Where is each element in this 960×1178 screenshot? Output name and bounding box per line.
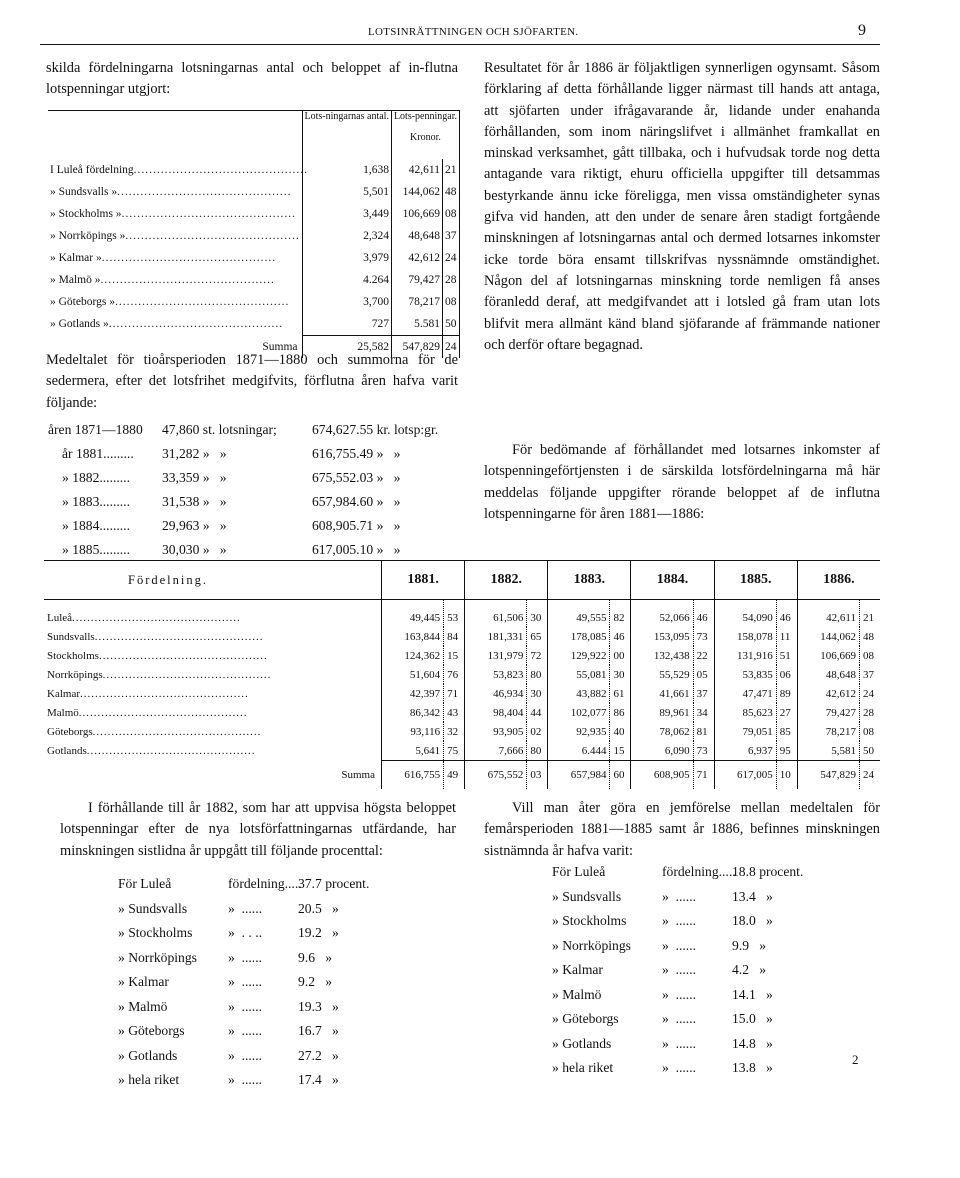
percent-dots: » ...... [662,937,696,953]
table1-row [48,291,460,313]
medeltal-row [62,538,472,562]
table2-value: 47,471 [714,684,776,703]
table2-row [44,600,880,628]
medeltal-amount: 616,755.49 » » [312,446,401,461]
table2-header-label: Fördelning. [44,561,382,600]
table2-value: 102,077 [548,703,610,722]
percent-value: 14.8 » [732,1035,773,1051]
table2-ore: 37 [860,665,881,684]
percent-dots: » ...... [662,1060,696,1075]
table2-year-header: 1882. [465,561,548,600]
table2-year-header: 1886. [797,561,880,600]
running-title: LOTSINRÄTTNINGEN OCH SJÖFARTEN. [368,26,579,38]
table2-header-row [44,561,880,600]
percent-dots: » ...... [228,1072,262,1087]
page-number: 9 [858,22,866,39]
table2-value: 54,090 [714,600,776,628]
percent-dots: » ...... [228,900,262,916]
table-lotsningar-1886 [48,110,460,353]
table2-value: 144,062 [797,627,859,646]
table2-row-label: Gotlands............................................. [47,744,256,757]
table2-ore: 49 [444,761,465,790]
table2-value: 616,755 [382,761,444,790]
table1-row-ore: 21 [443,159,460,181]
table2-ore: 40 [610,722,631,741]
header-rule [40,44,880,45]
table1-row-ore: 28 [443,269,460,291]
table2-value: 93,116 [382,722,444,741]
table1-row-label: » Stockholms »............................................. [50,208,296,220]
table2-ore: 82 [610,600,631,628]
medeltal-count: 31,538 » » [162,494,227,509]
table2-value: 93,905 [465,722,527,741]
table1-row-count: 5,501 [302,181,391,203]
table1-row-ore: 24 [443,247,460,269]
table1-row [48,203,460,225]
table1-row-count: 4.264 [302,269,391,291]
table2-ore: 80 [527,665,548,684]
table2-value: 7,666 [465,741,527,761]
table2 [44,560,880,789]
medeltal-row [62,514,472,538]
table2-value: 92,935 [548,722,610,741]
percent-district: » Göteborgs [118,1023,185,1038]
medeltal-period: åren 1871—1880 [48,422,143,437]
medeltal-amount: 608,905.71 » » [312,518,401,533]
table2-value: 617,005 [714,761,776,790]
table1 [48,110,460,358]
table2-value: 163,844 [382,627,444,646]
table1-header-amount-label: Lots-penningar. [393,111,457,122]
left-intro-text: skilda fördelningarna lotsningarnas antal och beloppet af in-flutna lotspenningar utgjort: [46,60,458,98]
table2-ore: 86 [610,703,631,722]
table2-ore: 73 [693,627,714,646]
table1-sum-ore: 24 [443,336,460,359]
table2-ore: 11 [776,627,797,646]
table2-row-label: Kalmar............................................. [47,687,249,700]
table2-value: 153,095 [631,627,693,646]
percent-dots: » ...... [662,913,696,928]
table1-row-amount: 144,062 [391,181,442,203]
percent-dots: » ...... [228,974,262,989]
table2-ore: 60 [610,761,631,790]
percent-district: » Kalmar [552,962,603,977]
table1-header-unit: Kronor. [410,132,441,143]
table2-row-label: Sundsvalls............................................. [47,630,264,643]
percent-row [118,995,369,1020]
table2-ore: 30 [610,665,631,684]
table1-row-amount: 5.581 [391,313,442,336]
table2-value: 5,641 [382,741,444,761]
table2-value: 124,362 [382,646,444,665]
table2-value: 132,438 [631,646,693,665]
table-lotspenningar-1881-1886 [44,560,880,781]
table1-row [48,269,460,291]
percent-district: » Norrköpings [118,949,197,965]
table1-row-amount: 42,612 [391,247,442,269]
bottom-right-text: Vill man åter göra en jemförelse mellan medeltalen för femårsperioden 1881—1885 samt år 1886, befinnes minskningen sistnämnda år hafva varit: [484,800,880,859]
table2-value: 6.444 [548,741,610,761]
percent-value: 15.0 » [732,1011,773,1026]
table2-ore: 85 [776,722,797,741]
table2-value: 46,934 [465,684,527,703]
percent-dots: » . . .. [228,925,262,940]
table2-value: 131,916 [714,646,776,665]
percent-row [552,860,803,885]
percent-value: 9.6 » [298,949,332,965]
percent-dots: fördelning..... [228,876,302,891]
table2-row [44,646,880,665]
right-mid-text: För bedömande af förhållandet med lotsarnes inkomster af lotspenningeförtjensten i de särskilda lotsfördelningarna må här meddelas följande uppgifter rörande beloppet af de influtna lotspenningarne för åren 1881—1886: [484,442,880,522]
table2-ore: 46 [610,627,631,646]
table2-value: 85,623 [714,703,776,722]
percent-value: 4.2 » [732,962,766,977]
table2-ore: 28 [860,703,881,722]
percent-value: 16.7 » [298,1023,339,1038]
table2-ore: 15 [610,741,631,761]
table1-row-ore: 50 [443,313,460,336]
table2-year-header: 1883. [548,561,631,600]
medeltal-count: 31,282 » » [162,446,227,461]
percent-row [118,970,369,995]
medeltal-text: Medeltalet för tioårsperioden 1871—1880 och summorna för de sedermera, efter det lotsfrihet medgifvits, förflutna åren hafva varit följande: [46,352,458,411]
table2-ore: 00 [610,646,631,665]
percent-dots: » ...... [228,998,262,1014]
table2-row [44,627,880,646]
table2-value: 42,611 [797,600,859,628]
table1-sum-amount: 547,829 [391,336,442,359]
table2-ore: 10 [776,761,797,790]
percent-row [118,1044,369,1069]
table2-value: 49,555 [548,600,610,628]
table2-ore: 46 [776,600,797,628]
table1-sum-label: Summa [262,340,298,353]
table2-row-label: Stockholms............................................. [47,649,268,662]
percent-value: 9.9 » [732,937,766,953]
table1-row-count: 2,324 [302,225,391,247]
percent-district: » Malmö [552,986,602,1002]
table2-ore: 76 [444,665,465,684]
table2-ore: 34 [693,703,714,722]
right-top-text: Resultatet för år 1886 är följaktligen synnerligen ogynsamt. Såsom förklaring af detta förhållande ligger närmast till hands att antaga, att sjöfarten under ifrågavarande år, lidande under enahanda förhållanden, som inom näringslifvet i allmänhet framkallat en minskad verksamhet, gått tillbaka, och i hufvudsak torde nog detta antagande vara riktigt, ehuru officiella uppgifter till detsammas bestyrkande ännu icke föreligga, men vissa omständigheter synas gifva vid handen, att den under de senare åren stadigt fortgående minskningen af lotsningarnas antal och dermed lotsarnes inkomster icke torde böra ensamt tillskrifvas nyssnämnde omständighet. Någon del af lotsningarnas minskning torde nemligen få anses föranledd deraf, att medgifvandet att i lotsled gå fram utan lots blifvit mera allmänt känd bland sjöfarande af främmande nationer och derför oftare begagnad. [484,60,880,353]
percent-district: » Gotlands [552,1035,612,1051]
percent-value: 37.7 procent. [298,876,370,891]
table1-header-row [48,111,460,160]
percent-district: » Norrköpings [552,937,631,953]
table2-value: 49,445 [382,600,444,628]
table2-value: 78,217 [797,722,859,741]
table2-value: 41,661 [631,684,693,703]
table2-ore: 80 [527,741,548,761]
percent-value: 17.4 » [298,1072,339,1087]
table1-row-count: 1,638 [302,159,391,181]
table2-value: 53,823 [465,665,527,684]
table1-row-amount: 106,669 [391,203,442,225]
table2-value: 178,085 [548,627,610,646]
percent-district: » Stockholms [118,925,193,940]
table2-ore: 81 [693,722,714,741]
medeltal-list [48,418,472,562]
percent-district: » Kalmar [118,974,169,989]
table2-row-label: Luleå............................................. [47,611,241,624]
table1-row-label: » Norrköpings »............................................. [50,230,300,242]
medeltal-period: » 1882......... [62,470,130,485]
percent-dots: » ...... [228,1047,262,1063]
percent-row [552,885,803,910]
table1-row-ore: 37 [443,225,460,247]
medeltal-period: » 1883......... [62,494,130,509]
medeltal-amount: 674,627.55 kr. lotsp:gr. [312,422,439,437]
percent-row [118,1019,369,1044]
table1-row [48,159,460,181]
table2-value: 547,829 [797,761,859,790]
table1-row [48,181,460,203]
table2-value: 131,979 [465,646,527,665]
percent-value: 18.8 procent. [732,864,804,879]
table2-ore: 24 [860,684,881,703]
medeltal-row [62,442,472,466]
table2-ore: 27 [776,703,797,722]
percent-district: » Sundsvalls [118,900,188,916]
table1-row-ore: 08 [443,291,460,313]
table2-value: 106,669 [797,646,859,665]
table2-ore: 03 [527,761,548,790]
medeltal-count: 30,030 » » [162,542,227,557]
table2-value: 52,066 [631,600,693,628]
table2-ore: 46 [693,600,714,628]
table1-row-amount: 78,217 [391,291,442,313]
table2-value: 158,078 [714,627,776,646]
percent-row [552,958,803,983]
percent-row [118,946,369,971]
table1-row-count: 3,979 [302,247,391,269]
percent-district: För Luleå [552,864,606,879]
table2-ore: 24 [860,761,881,790]
percent-dots: » ...... [662,986,696,1002]
table1-row-amount: 79,427 [391,269,442,291]
table2-ore: 71 [693,761,714,790]
table2-row [44,665,880,684]
medeltal-count: 33,359 » » [162,470,227,485]
pct-right-list [552,860,803,1081]
table1-header-count: Lots-ningarnas antal. [302,111,391,160]
table2-value: 53,835 [714,665,776,684]
percent-row [118,1068,369,1093]
table2-row-label: Norrköpings............................................. [47,668,272,681]
percent-district: För Luleå [118,876,172,891]
table2-value: 675,552 [465,761,527,790]
table2-ore: 02 [527,722,548,741]
table2-ore: 21 [860,600,881,628]
table1-sum-count: 25,582 [302,336,391,359]
percent-row [552,1032,803,1057]
table1-header-amount [391,111,459,160]
bottom-left-text: I förhållande till år 1882, som har att uppvisa högsta beloppet lotspenningar efter de nya lotsförfattningarnas utfärdande, har minskningen sistlidna år uppgått till följande procenttal: [60,800,456,859]
medeltal-row [48,418,472,442]
percent-row [552,909,803,934]
medeltal-row [62,466,472,490]
table1-row-label: » Kalmar »............................................. [50,252,277,264]
percent-dots: » ...... [662,1011,696,1026]
table2-ore: 72 [527,646,548,665]
table2-value: 42,397 [382,684,444,703]
table2-ore: 48 [860,627,881,646]
table2-ore: 89 [776,684,797,703]
percent-district: » hela riket [552,1060,614,1075]
percent-district: » hela riket [118,1072,180,1087]
table2-ore: 95 [776,741,797,761]
percent-district: » Gotlands [118,1047,178,1063]
table2-value: 55,081 [548,665,610,684]
running-header [0,22,960,42]
percent-dots: » ...... [228,1023,262,1038]
percent-district: » Malmö [118,998,168,1014]
percent-row [552,1056,803,1081]
table2-row [44,703,880,722]
medeltal-count: 47,860 st. lotsningar; [162,422,277,437]
percent-district: » Stockholms [552,913,627,928]
table2-ore: 43 [444,703,465,722]
percent-district: » Sundsvalls [552,888,622,904]
percent-dots: fördelning..... [662,864,736,879]
table2-ore: 84 [444,627,465,646]
table2-ore: 61 [610,684,631,703]
table1-row [48,247,460,269]
percent-value: 13.4 » [732,888,773,904]
table2-ore: 30 [527,684,548,703]
percent-row [118,897,369,922]
percent-row [552,1007,803,1032]
pct-left-list [118,872,369,1093]
table2-ore: 65 [527,627,548,646]
table2-sum-label: Summa [341,768,375,781]
table1-row-count: 3,449 [302,203,391,225]
table1-row-count: 3,700 [302,291,391,313]
table1-row-amount: 48,648 [391,225,442,247]
table1-row-amount: 42,611 [391,159,442,181]
percent-value: 20.5 » [298,900,339,916]
table2-ore: 50 [860,741,881,761]
medeltal-amount: 657,984.60 » » [312,494,401,509]
percent-district: » Göteborgs [552,1011,619,1026]
table2-value: 181,331 [465,627,527,646]
table2-year-header: 1884. [631,561,714,600]
percent-row [118,921,369,946]
table1-row-label: » Malmö »............................................. [50,274,275,286]
table2-value: 657,984 [548,761,610,790]
table2-ore: 06 [776,665,797,684]
table2-value: 89,961 [631,703,693,722]
table2-ore: 08 [860,646,881,665]
medeltal-amount: 617,005.10 » » [312,542,401,557]
percent-value: 27.2 » [298,1047,339,1063]
table2-sum-row [44,761,880,790]
table2-value: 98,404 [465,703,527,722]
table2-ore: 75 [444,741,465,761]
table2-ore: 08 [860,722,881,741]
percent-row [552,934,803,959]
table2-ore: 22 [693,646,714,665]
percent-value: 19.2 » [298,925,339,940]
table2-ore: 51 [776,646,797,665]
percent-row [118,872,369,897]
medeltal-period: år 1881......... [62,446,134,461]
percent-value: 14.1 » [732,986,773,1002]
table2-value: 608,905 [631,761,693,790]
table1-row-label: I Luleå fördelning............................................. [50,164,309,176]
percent-dots: » ...... [228,949,262,965]
table2-ore: 32 [444,722,465,741]
percent-value: 19.3 » [298,998,339,1014]
medeltal-amount: 675,552.03 » » [312,470,401,485]
medeltal-period: » 1885......... [62,542,130,557]
table2-ore: 30 [527,600,548,628]
table1-row [48,225,460,247]
table1-row-label: » Sundsvalls »............................................. [50,186,292,198]
table1-row-label: » Gotlands »............................................. [50,318,284,331]
table2-value: 43,882 [548,684,610,703]
percent-value: 9.2 » [298,974,332,989]
percent-dots: » ...... [662,962,696,977]
table2-value: 78,062 [631,722,693,741]
table2-ore: 15 [444,646,465,665]
table2-value: 129,922 [548,646,610,665]
table2-value: 48,648 [797,665,859,684]
percent-row [552,983,803,1008]
table2-value: 42,612 [797,684,859,703]
table1-row-ore: 08 [443,203,460,225]
table2-ore: 44 [527,703,548,722]
percent-dots: » ...... [662,1035,696,1051]
table2-value: 55,529 [631,665,693,684]
percent-value: 13.8 » [732,1060,773,1075]
table2-row-label: Malmö............................................. [47,706,248,719]
table2-value: 86,342 [382,703,444,722]
table2-row [44,684,880,703]
table2-ore: 05 [693,665,714,684]
table1-row [48,313,460,336]
table2-value: 6,937 [714,741,776,761]
medeltal-period: » 1884......... [62,518,130,533]
medeltal-row [62,490,472,514]
table2-ore: 53 [444,600,465,628]
percent-value: 18.0 » [732,913,773,928]
table2-ore: 37 [693,684,714,703]
percent-dots: » ...... [662,888,696,904]
table2-value: 51,604 [382,665,444,684]
medeltal-count: 29,963 » » [162,518,227,533]
footer-mark: 2 [852,1052,859,1067]
table1-row-ore: 48 [443,181,460,203]
table2-value: 61,506 [465,600,527,628]
table1-row-count: 727 [302,313,391,336]
table2-year-header: 1885. [714,561,797,600]
table1-row-label: » Göteborgs »............................................. [50,296,290,308]
table2-value: 5,581 [797,741,859,761]
table2-value: 79,051 [714,722,776,741]
table2-row [44,722,880,741]
table2-year-header: 1881. [382,561,465,600]
table2-row-label: Göteborgs............................................. [47,725,262,738]
table2-ore: 73 [693,741,714,761]
table2-value: 6,090 [631,741,693,761]
table2-value: 79,427 [797,703,859,722]
table2-ore: 71 [444,684,465,703]
table2-row [44,741,880,761]
